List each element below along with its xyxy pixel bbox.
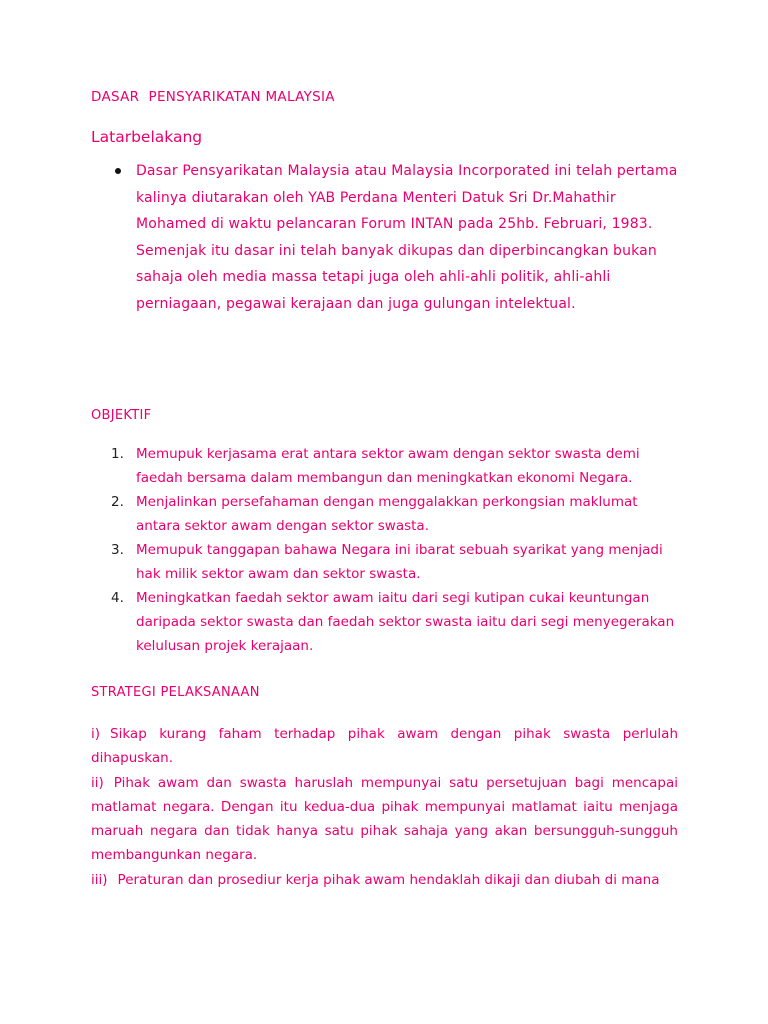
strategi-item-text: Peraturan dan prosediur kerja pihak awam hendaklah dikaji dan diubah di mana xyxy=(117,871,660,888)
latarbelakang-heading: Latarbelakang xyxy=(91,128,203,146)
objektif-item xyxy=(91,490,691,538)
objektif-heading: OBJEKTIF xyxy=(91,408,152,423)
objektif-item xyxy=(91,442,691,490)
objektif-list xyxy=(91,442,691,658)
strategi-item-number: iii) xyxy=(91,871,108,888)
strategi-item-number: i) xyxy=(91,726,101,742)
objektif-item xyxy=(91,586,691,658)
objektif-item-text: Memupuk kerjasama erat antara sektor awam dengan sektor swasta demi faedah bersama dalam membangun dan meningkatkan ekonomi Negara. xyxy=(136,446,640,486)
strategi-item xyxy=(91,868,678,892)
strategi-heading: STRATEGI PELAKSANAAN xyxy=(91,685,260,700)
latarbelakang-text: Dasar Pensyarikatan Malaysia atau Malaysia Incorporated ini telah pertama kalinya diutarakan oleh YAB Perdana Menteri Datuk Sri Dr.Mahathir Mohamed di waktu pelancaran Forum INTAN pada 25hb. Februari, 1983. Semenjak itu dasar ini telah banyak dikupas dan diperbincangkan bukan sahaja oleh media massa tetapi juga oleh ahli-ahli politik, ahli-ahli perniagaan, pegawai kerajaan dan juga gulungan intelektual. xyxy=(136,163,678,312)
latarbelakang-bullet xyxy=(91,158,691,317)
objektif-item-number: 4. xyxy=(111,590,124,606)
strategi-item-number: ii) xyxy=(91,774,104,791)
document-title: DASAR PENSYARIKATAN MALAYSIA xyxy=(91,89,335,105)
strategi-item xyxy=(91,722,678,771)
objektif-item-number: 3. xyxy=(111,542,124,558)
objektif-item-text: Menjalinkan persefahaman dengan menggalakkan perkongsian maklumat antara sektor awam dengan sektor swasta. xyxy=(136,494,638,534)
objektif-item-number: 1. xyxy=(111,446,124,462)
strategi-list xyxy=(91,722,678,892)
strategi-item xyxy=(91,771,678,868)
bullet-dot-icon xyxy=(115,168,121,174)
strategi-item-text: Pihak awam dan swasta haruslah mempunyai satu persetujuan bagi mencapai matlamat negara. Dengan itu kedua-dua pihak mempunyai matlamat iaitu menjaga maruah negara dan tidak hanya satu pihak sahaja yang akan bersungguh-sungguh membangunkan negara. xyxy=(91,774,678,864)
strategi-item-text: Sikap kurang faham terhadap pihak awam dengan pihak swasta perlulah dihapuskan. xyxy=(91,726,678,767)
objektif-item xyxy=(91,538,691,586)
objektif-item-text: Memupuk tanggapan bahawa Negara ini ibarat sebuah syarikat yang menjadi hak milik sektor awam dan sektor swasta. xyxy=(136,542,663,582)
objektif-item-text: Meningkatkan faedah sektor awam iaitu dari segi kutipan cukai keuntungan daripada sektor swasta dan faedah sektor swasta iaitu dari segi menyegerakan kelulusan projek kerajaan. xyxy=(136,590,675,654)
objektif-item-number: 2. xyxy=(111,494,124,510)
